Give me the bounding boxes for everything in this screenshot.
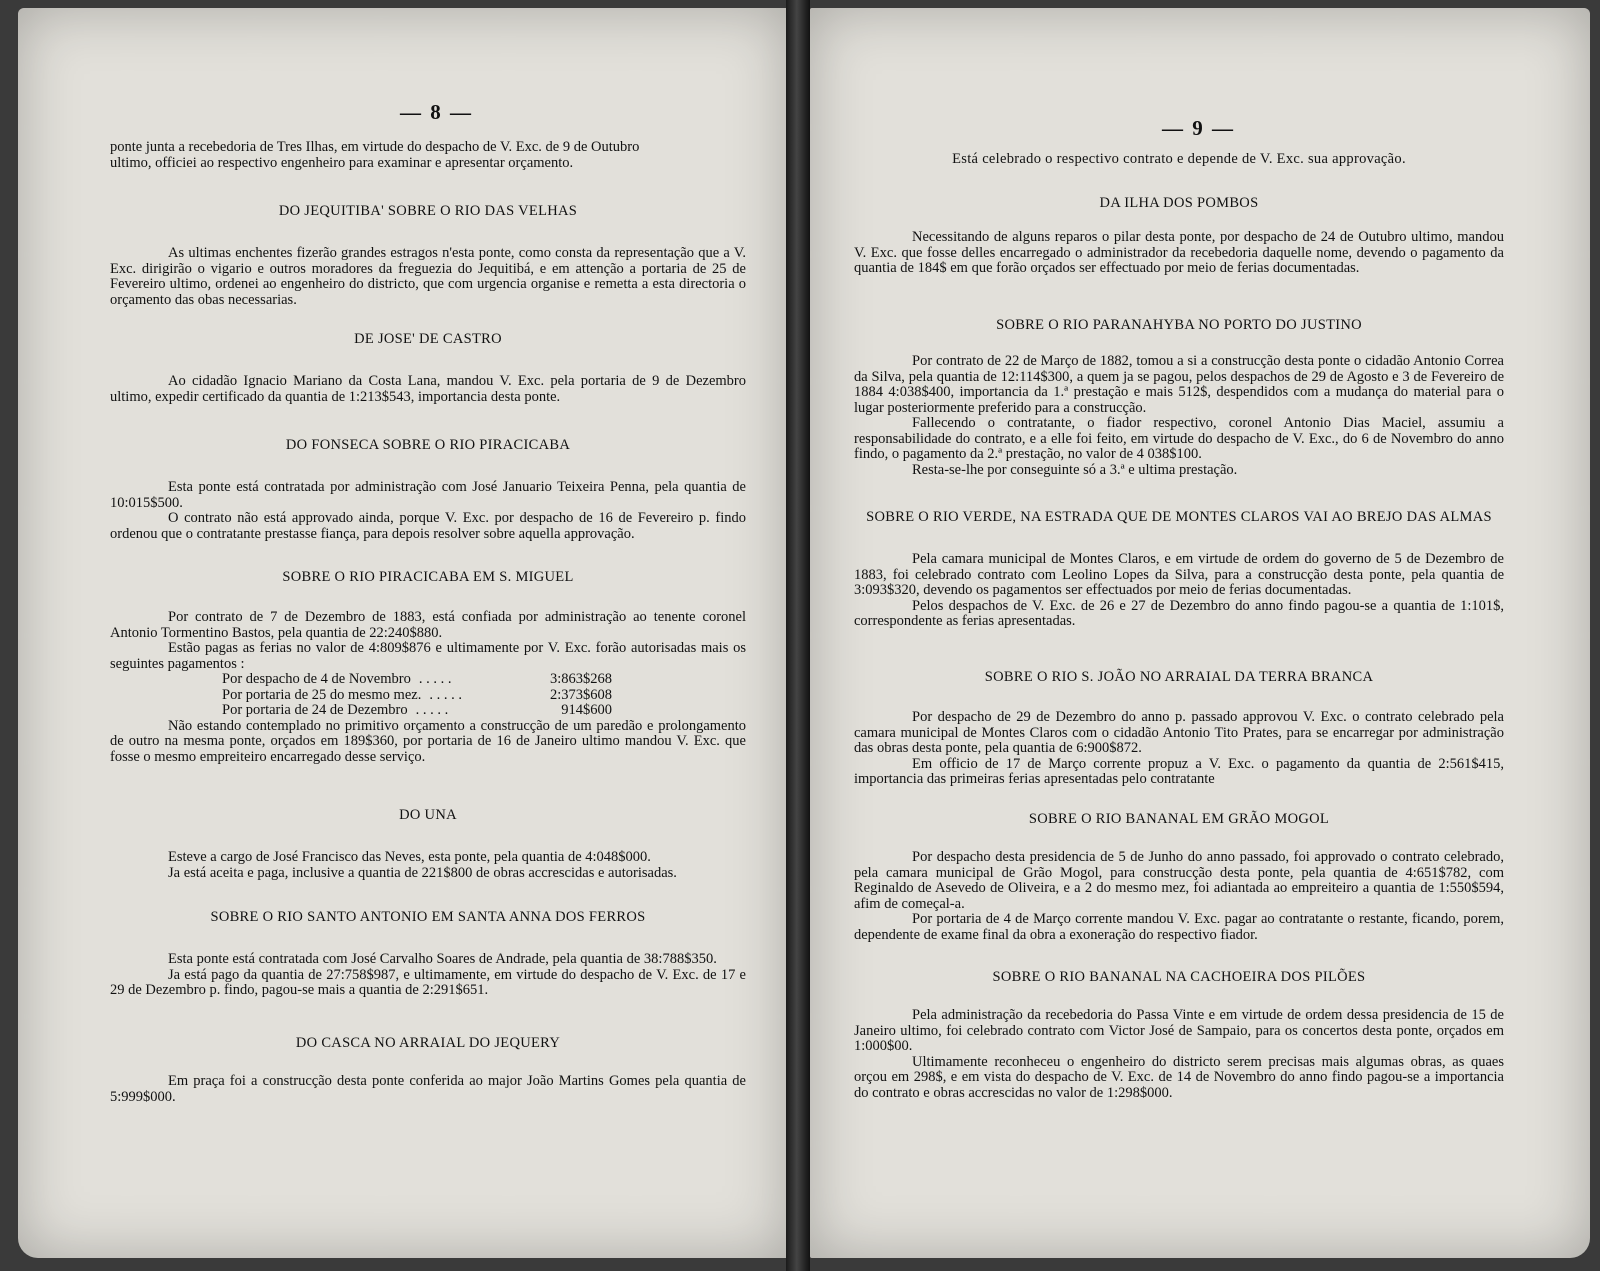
paragraph: As ultimas enchentes fizerão grandes estragos n'esta ponte, como consta da representação que a V. Exc. dirigirão o vigario e outros moradores da freguezia do Jequitibá, e em attenção a portaria de 25 de Fevereiro ultimo, ordenei ao engenheiro do districto, que com urgencia organise e remetta a esta directoria o orçamento das obas necessarias. xyxy=(110,245,746,308)
section-heading: DO FONSECA SOBRE O RIO PIRACICABA xyxy=(285,437,571,453)
paragraph: Por despacho desta presidencia de 5 de Junho do anno passado, foi approvado o contrato celebrado, pela camara municipal de Grão Mogol, para construcção desta ponte, pela quantia de 4:651$782, com Reginaldo de Asevedo de Oliveira, e a 2 do mesmo mez, foi adiantada ao empreiteiro a quantia de 1:550$594, afim de começal-a. xyxy=(854,849,1504,912)
paragraph: Esteve a cargo de José Francisco das Neves, esta ponte, pela quantia de 4:048$000. xyxy=(168,849,651,865)
payment-amount: 2:373$608 xyxy=(549,686,612,703)
left-page-text xyxy=(110,140,746,171)
paragraph: Ao cidadão Ignacio Mariano da Costa Lana, mandou V. Exc. pela portaria de 9 de Dezembro ultimo, expedir certificado da quantia de 1:213$543, importancia desta ponte. xyxy=(110,373,746,405)
paragraph: Por portaria de 4 de Março corrente mandou V. Exc. pagar ao contratante o restante, ficando, porem, dependente de exame final da obra a exoneração do respectivo fiador. xyxy=(854,911,1504,943)
payment-amount: 3:863$268 xyxy=(549,671,612,687)
section-heading: SOBRE O RIO VERDE, NA ESTRADA QUE DE MONTES CLAROS VAI AO BREJO DAS ALMAS xyxy=(866,509,1492,525)
paragraph: Esta ponte está contratada com José Carvalho Soares de Andrade, pela quantia de 38:788$350. xyxy=(168,951,717,967)
paragraph: Resta-se-lhe por conseguinte só a 3.ª e ultima prestação. xyxy=(912,461,1238,478)
section-heading: DO CASCA NO ARRAIAL DO JEQUERY xyxy=(295,1035,561,1051)
right-page xyxy=(810,8,1590,1258)
section-heading: SOBRE O RIO PARANAHYBA NO PORTO DO JUSTINO xyxy=(996,317,1362,333)
paragraph: Ultimamente reconheceu o engenheiro do districto serem precisas mais algumas obras, as quaes orçou em 298$, e em vista do despacho de V. Exc. de 14 de Novembro do anno findo pagou-se a importancia do contrato e obras accrescidas no valor de 1:298$000. xyxy=(854,1053,1504,1101)
payment-row xyxy=(222,688,612,704)
payment-amount: 914$600 xyxy=(561,702,612,718)
section-heading: DA ILHA DOS POMBOS xyxy=(1099,195,1259,211)
paragraph: Por contrato de 7 de Dezembro de 1883, está confiada por administração ao tenente coronel Antonio Tormentino Bastos, pela quantia de 22:240$880. xyxy=(110,609,746,641)
page-number: — 8 — xyxy=(400,100,473,124)
paragraph: Por contrato de 22 de Março de 1882, tomou a si a construcção desta ponte o cidadão Antonio Correa da Silva, pela quantia de 12:114$300, a quem ja se pagou, pelos despachos de 29 de Agosto e 3 de Fevereiro de 1884 4:038$400, importancia da 1.ª prestação e mais 512$, despendidos com a mudança do material para o lugar posteriormente preferido para a construcção. xyxy=(854,353,1504,416)
section-heading: SOBRE O RIO SANTO ANTONIO EM SANTA ANNA DOS FERROS xyxy=(210,909,646,925)
intro-line: ponte junta a recebedoria de Tres Ilhas, em virtude do despacho de V. Exc. de 9 de Outubro xyxy=(110,139,640,155)
paragraph: O contrato não está approvado ainda, porque V. Exc. por despacho de 16 de Fevereiro p. findo ordenou que o contratante prestasse fiança, para depois resolver sobre aquella approvação. xyxy=(110,510,746,542)
leader-dots: . . . . . xyxy=(418,671,452,687)
section-heading: SOBRE O RIO PIRACICABA EM S. MIGUEL xyxy=(282,569,574,585)
paragraph: Pelos despachos de V. Exc. de 26 e 27 de Dezembro do anno findo pagou-se a quantia de 1:101$, correspondente as ferias apresentadas. xyxy=(854,597,1504,629)
left-page xyxy=(18,8,788,1258)
section-heading: DO JEQUITIBA' SOBRE O RIO DAS VELHAS xyxy=(278,203,578,219)
paragraph: Não estando contemplado no primitivo orçamento a construcção de um paredão e prolongamento de outro na mesma ponte, orçados em 189$360, por portaria de 16 de Janeiro ultimo mandou V. Exc. que fosse o mesmo empreiteiro encarregado desse serviço. xyxy=(110,717,746,765)
paragraph: Fallecendo o contratante, o fiador respectivo, coronel Antonio Dias Maciel, assumiu a responsabilidade do contrato, e a elle foi feito, em virtude do despacho de V. Exc., do 6 de Novembro do anno findo, o pagamento da 2.ª prestação, no valor de 4 038$100. xyxy=(854,415,1504,462)
paragraph: Esta ponte está contratada por administração com José Januario Teixeira Penna, pela quantia de 10:015$500. xyxy=(110,479,746,511)
payment-row xyxy=(222,672,612,688)
paragraph: Em officio de 17 de Março corrente propuz a V. Exc. o pagamento da quantia de 2:561$415, importancia das primeiras ferias apresentadas pelo contratante xyxy=(854,755,1504,787)
paragraph: Por despacho de 29 de Dezembro do anno p. passado approvou V. Exc. o contrato celebrado pela camara municipal de Montes Claros com o cidadão Antonio Tito Prates, para se encarregar por administração das obras desta ponte, pela quantia de 6:900$872. xyxy=(854,709,1504,756)
paragraph: Pela camara municipal de Montes Claros, e em virtude de ordem do governo de 5 de Dezembro de 1883, foi celebrado contrato com Leolino Lopes da Silva, para a construcção desta ponte, pela quantia de 3:093$320, devendo os pagamentos ser effectuados por meio de ferias documentadas. xyxy=(854,551,1504,598)
payment-label: Por portaria de 25 do mesmo mez. xyxy=(222,686,422,703)
leader-dots: . . . . . xyxy=(415,702,449,718)
payment-label: Por portaria de 24 de Dezembro xyxy=(222,702,408,718)
section-heading: SOBRE O RIO BANANAL NA CACHOEIRA DOS PILÕES xyxy=(992,969,1366,985)
payment-label: Por despacho de 4 de Novembro xyxy=(222,671,411,687)
page-number: — 9 — xyxy=(1162,116,1235,140)
section-heading: SOBRE O RIO BANANAL EM GRÃO MOGOL xyxy=(1028,811,1330,827)
leader-dots: . . . . . xyxy=(429,686,462,703)
section-heading: SOBRE O RIO S. JOÃO NO ARRAIAL DA TERRA BRANCA xyxy=(984,669,1374,685)
payment-row xyxy=(222,703,612,719)
payment-list xyxy=(222,672,746,719)
paragraph: Necessitando de alguns reparos o pilar desta ponte, por despacho de 24 de Outubro ultimo, mandou V. Exc. que fosse delles encarregado o administrador da recebedoria daquelle nome, devendo o pagamento da quantia de 184$ em que forão orçados ser effectuado por meio de ferias documentadas. xyxy=(854,229,1504,276)
paragraph: Ja está aceita e paga, inclusive a quantia de 221$800 de obras accrescidas e autorisadas. xyxy=(168,864,677,881)
paragraph: Pela administração da recebedoria do Passa Vinte e em virtude de ordem dessa presidencia de 15 de Janeiro ultimo, foi celebrado contrato com Victor José de Sampaio, para os concertos desta ponte, orçados em 1:000$00. xyxy=(854,1007,1504,1054)
paragraph: Em praça foi a construcção desta ponte conferida ao major João Martins Gomes pela quantia de 5:999$000. xyxy=(110,1073,746,1105)
paragraph: Estão pagas as ferias no valor de 4:809$876 e ultimamente por V. Exc. forão autorisadas mais os seguintes pagamentos : xyxy=(110,640,746,672)
intro-line: Está celebrado o respectivo contrato e depende de V. Exc. sua approvação. xyxy=(952,151,1406,167)
paragraph: Ja está pago da quantia de 27:758$987, e ultimamente, em virtude do despacho de V. Exc. de 17 e 29 de Dezembro p. findo, pagou-se mais a quantia de 2:291$651. xyxy=(110,966,746,998)
section-heading: DE JOSE' DE CASTRO xyxy=(354,331,502,347)
intro-line: ultimo, officiei ao respectivo engenheiro para examinar e apresentar orçamento. xyxy=(110,154,574,171)
book-gutter xyxy=(786,0,810,1271)
section-heading: DO UNA xyxy=(399,807,457,823)
